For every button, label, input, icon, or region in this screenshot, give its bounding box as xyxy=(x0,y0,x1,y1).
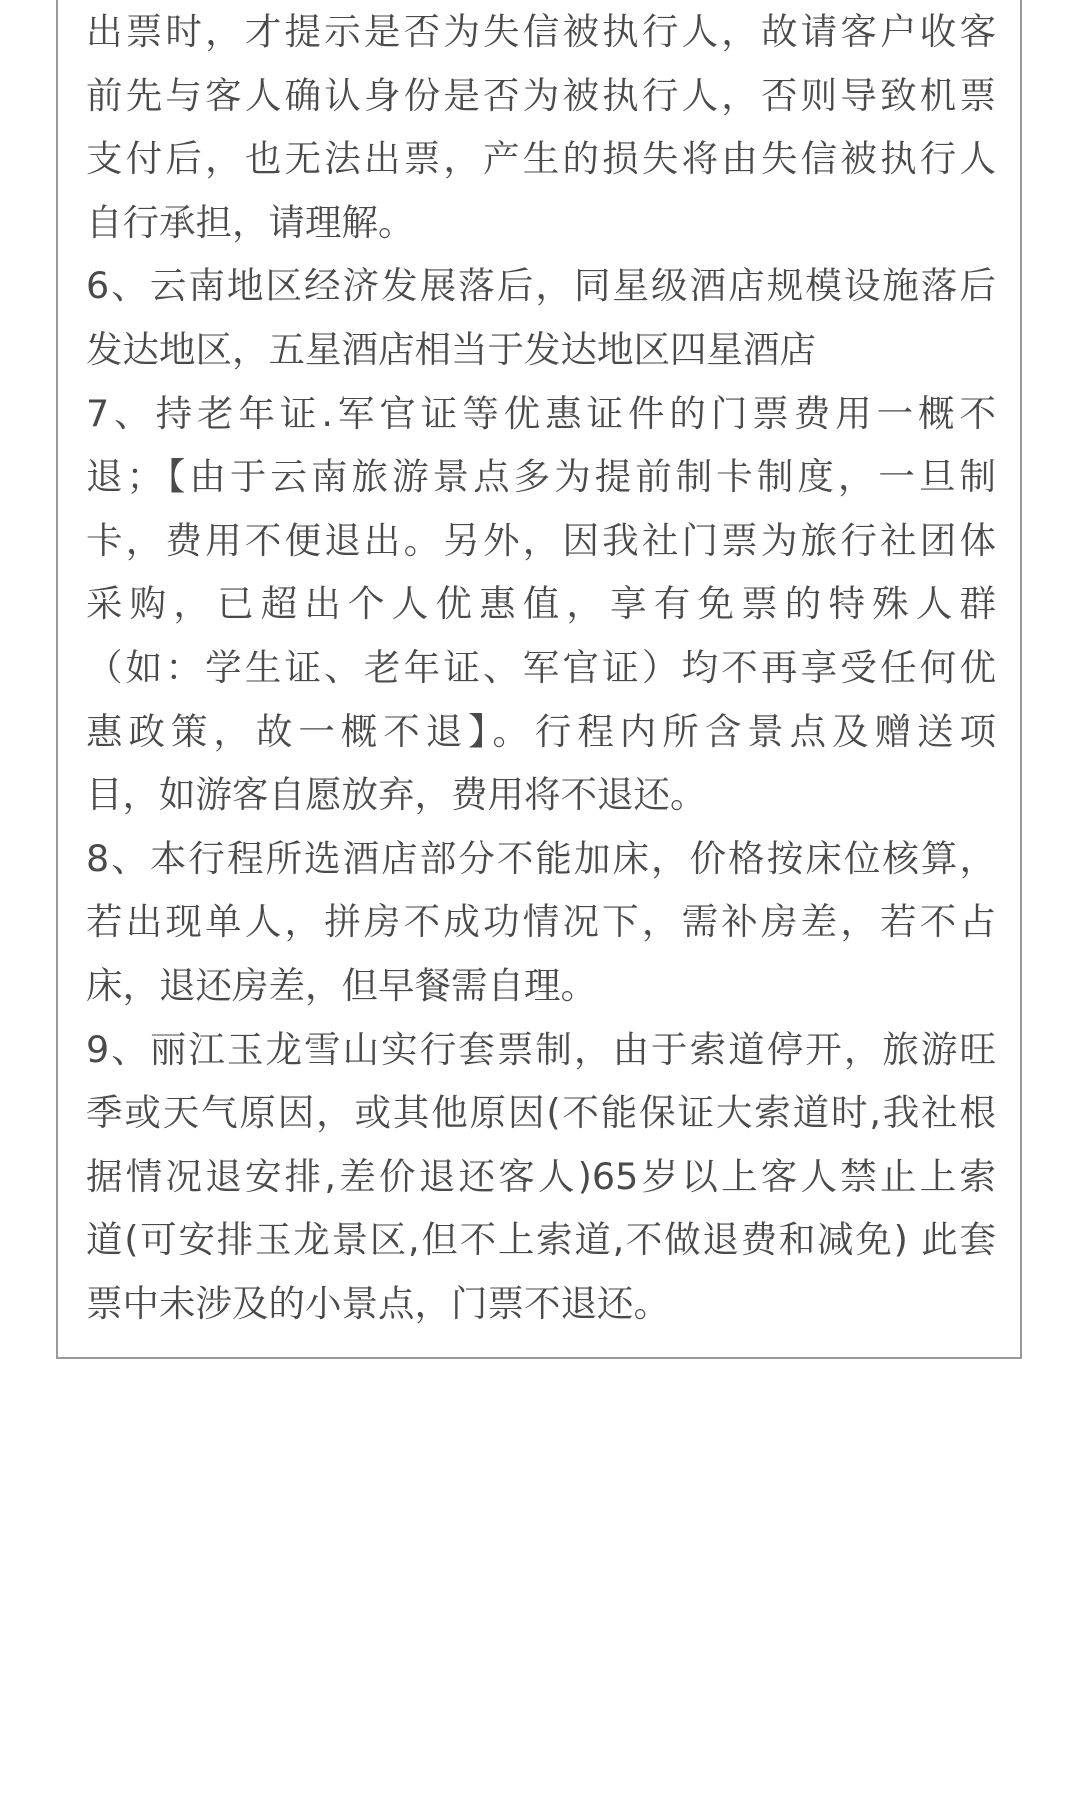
notice-line: 床，退还房差，但早餐需自理。 xyxy=(86,963,597,1007)
notice-text xyxy=(86,0,996,1335)
notice-line: 自行承担，请理解。 xyxy=(86,200,415,244)
notice-line: 票中未涉及的小景点，门票不退还。 xyxy=(86,1281,670,1325)
notice-line: 退；【由于云南旅游景点多为提前制卡制度，一旦制 xyxy=(86,455,996,499)
notice-line: 目，如游客自愿放弃，费用将不退还。 xyxy=(86,773,707,817)
notice-line: 卡，费用不便退出。另外，因我社门票为旅行社团体 xyxy=(86,518,996,562)
notice-line: 若出现单人，拼房不成功情况下，需补房差，若不占 xyxy=(86,900,996,944)
notice-line: 前先与客人确认身份是否为被执行人，否则导致机票 xyxy=(86,73,996,117)
notice-line: 出票时，才提示是否为失信被执行人，故请客户收客 xyxy=(86,10,996,53)
notice-line: 7、持老年证.军官证等优惠证件的门票费用一概不 xyxy=(86,391,996,435)
notice-line: 惠政策，故一概不退】。行程内所含景点及赠送项 xyxy=(86,709,996,753)
notice-line: 季或天气原因，或其他原因(不能保证大索道时,我社根 xyxy=(86,1091,996,1135)
notice-line: 据情况退安排,差价退还客人)65岁以上客人禁止上索 xyxy=(86,1154,996,1198)
notice-line: 支付后，也无法出票，产生的损失将由失信被执行人 xyxy=(86,137,996,181)
notice-line: 6、云南地区经济发展落后，同星级酒店规模设施落后 xyxy=(86,264,996,308)
notice-line: 采购，已超出个人优惠值，享有免票的特殊人群 xyxy=(86,582,996,626)
notice-line: 8、本行程所选酒店部分不能加床，价格按床位核算， xyxy=(86,836,996,880)
notice-line: 9、丽江玉龙雪山实行套票制，由于索道停开，旅游旺 xyxy=(86,1027,996,1071)
notice-line: 道(可安排玉龙景区,但不上索道,不做退费和减免) 此套 xyxy=(86,1218,996,1262)
notice-line: （如：学生证、老年证、军官证）均不再享受任何优 xyxy=(86,645,996,689)
notice-line: 发达地区，五星酒店相当于发达地区四星酒店 xyxy=(86,327,816,371)
